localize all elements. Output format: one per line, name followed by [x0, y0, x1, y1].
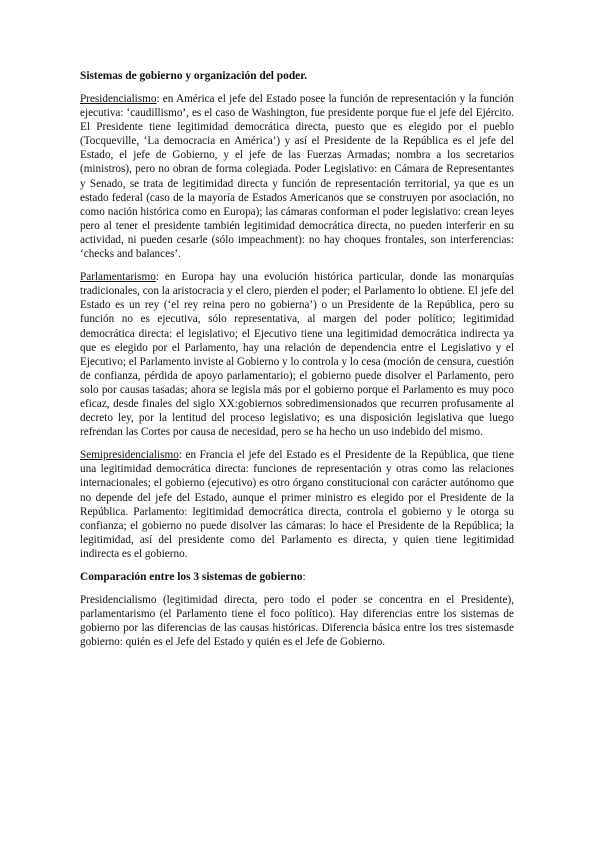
section-presidencialismo: [80, 92, 514, 261]
section-term: Parlamentarismo: [80, 271, 156, 284]
comparison-heading: [80, 570, 514, 584]
section-term: Semipresidencialismo: [80, 449, 179, 462]
comparison-text: Presidencialismo (legitimidad directa, pero todo el poder se concentra en el Presidente), parlamentarismo (el Parlamento tiene el foco político). Hay diferencias entre los sistemas de gobierno por las diferencias de las causas históricas. Diferencia básica entre los tres sistemasde gobierno: quién es el Jefe del Estado y quién es el Jefe de Gobierno.: [80, 594, 514, 649]
section-text: : en América el jefe del Estado posee la función de representación y la función ejecutiva: ‘caudillismo’, es el caso de Washington, fue presidente porque fue el jefe del Ejército. El Presidente tiene legitimidad democrática directa, puesto que es elegido por el pueblo (Tocqueville, ‘La democracia en América’) y así el Presidente de la República es el jefe del Estado, el jefe de Gobierno, y el jefe de las Fuerzas Armadas; nombra a los secretarios (ministros), pero no obran de forma colegiada. Poder Legislativo: en Cámara de Representantes y Senado, se trata de legitimidad directa y función de representación territorial, ya que es un estado federal (caso de la mayoría de Estados Americanos que se construyen por asociación, no como nación histórica como en Europa); las cámaras conforman el poder legislativo: crean leyes pero al tener el presidente también legitimidad democrática directa, no pueden interferir en su actividad, ni pueden cesarle (sólo impeachment): no hay choques frontales, son interferencias: ‘checks and balances’.: [80, 93, 514, 261]
document-title: Sistemas de gobierno y organización del poder.: [80, 70, 308, 82]
section-parlamentarismo: [80, 270, 514, 439]
section-text: : en Francia el jefe del Estado es el Presidente de la República, que tiene una legitimidad democrática directa: funciones de representación y otras como las relaciones internacionales; el gobierno (ejecutivo) es otro órgano constitucional con carácter autónomo que no depende del jefe del Estado, aunque el primer ministro es elegido por el Presidente de la República. Parlamento: legitimidad democrática directa, controla el gobierno y le otorga su confianza; el gobierno no puede disolver las cámaras: lo hace el Presidente de la República; la legitimidad, así del presidente como del Parlamento es directa, y quien tiene legitimidad indirecta es el gobierno.: [80, 449, 514, 560]
section-term: Presidencialismo: [80, 93, 157, 105]
section-semipresidencialismo: [80, 448, 514, 561]
document-page: [80, 69, 514, 658]
section-text: : en Europa hay una evolución histórica particular, donde las monarquías tradicionales, con la aristocracia y el clero, pierden el poder; el Parlamento lo obtiene. El jefe del Estado es un rey (‘el rey reina pero no gobierna’) o un Presidente de la República, pero su función no es ejecutiva, sólo representativa, al margen del poder político; legitimidad democrática directa: el legislativo; el Ejecutivo tiene una legitimidad democrática indirecta ya que es elegido por el Parlamento, hay una relación de dependencia entre el Legislativo y el Ejecutivo; el Parlamento inviste al Gobierno y lo controla y lo cesa (moción de censura, cuestión de confianza, pérdida de apoyo parlamentario); el gobierno puede disolver el Parlamento, pero solo por causas tasadas; ahora se legisla más por el gobierno porque el Parlamento es muy poco eficaz, desde finales del siglo XX:gobiernos sobredimensionados que recurren profusamente al decreto ley, por la lentitud del proceso legislativo; es una disposición legislativa que luego refrendan las Cortes por causa de necesidad, pero se ha hecho un uso indebido del mismo.: [80, 271, 514, 439]
comparison-heading-text: Comparación entre los 3 sistemas de gobierno: [80, 571, 303, 583]
comparison-heading-colon: :: [302, 571, 306, 583]
